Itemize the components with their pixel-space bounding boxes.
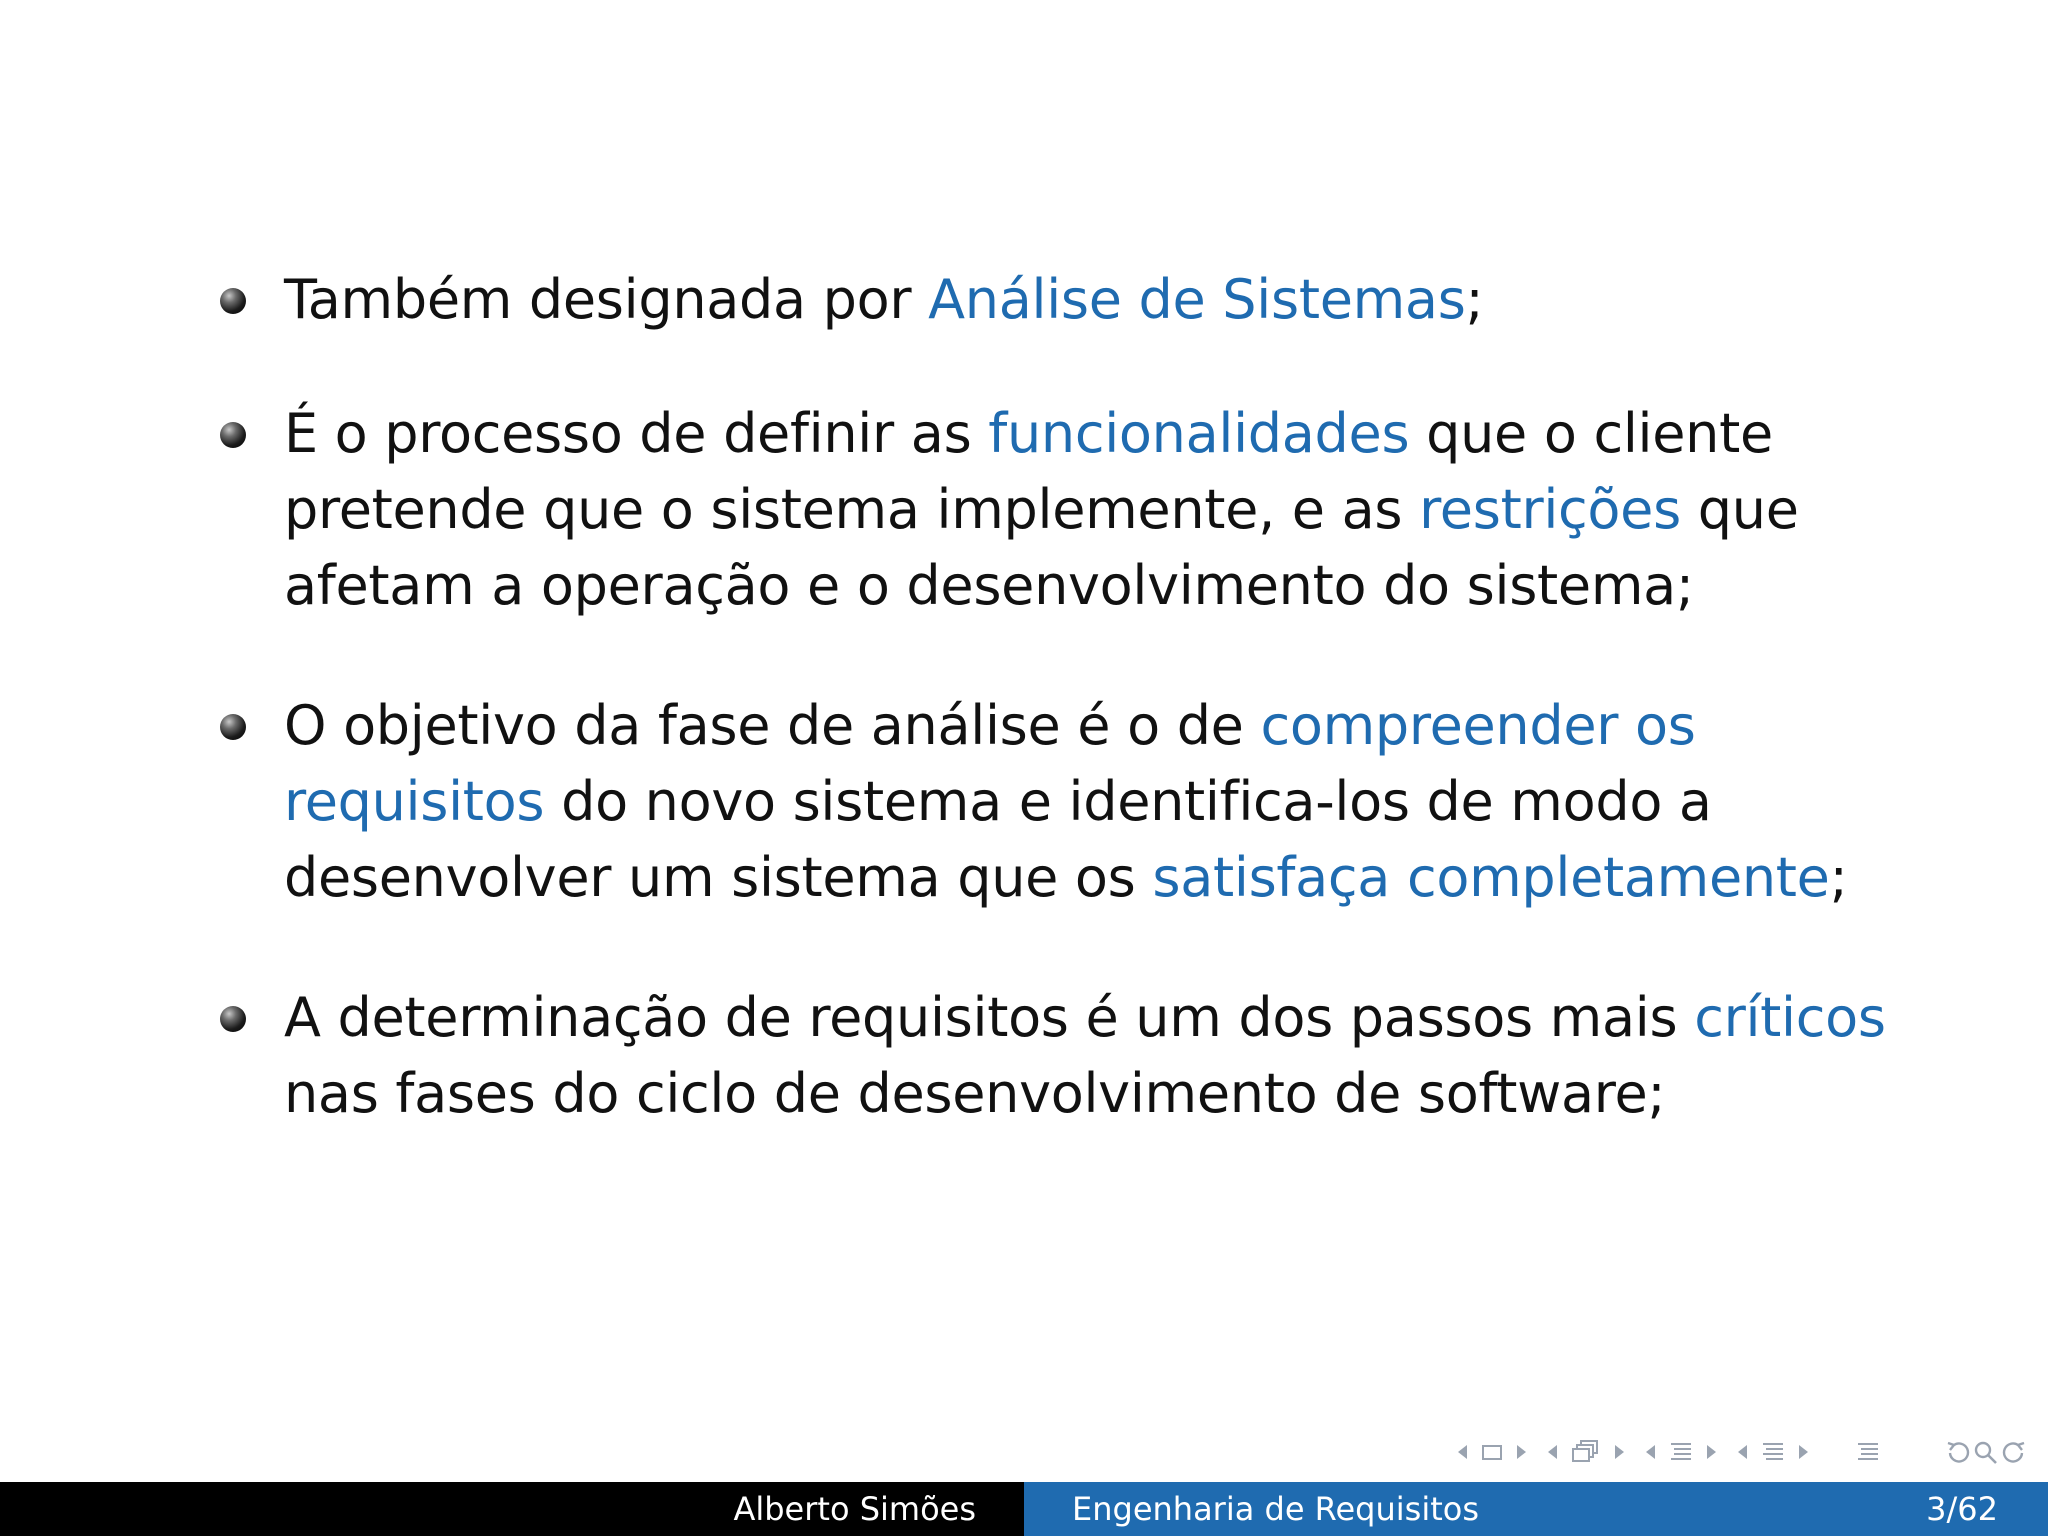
prev-section-icon[interactable] [1646,1445,1655,1459]
bullet-text-segment: que afetam a operação e o desenvolvimento do sistema; [284,478,1799,617]
next-document-icon[interactable] [1799,1445,1808,1459]
highlighted-term: compreender os requisitos [284,694,1696,833]
navigation-bar [1436,1432,2028,1472]
footer-title: Engenharia de Requisitos [1072,1490,1479,1528]
footer-author-block [0,1482,1024,1536]
outline-nav[interactable] [1856,1440,1880,1464]
document-nav-icon[interactable] [1761,1440,1785,1464]
history-nav[interactable] [1944,1439,2028,1465]
frame-nav-icon[interactable] [1481,1443,1503,1461]
section-nav-icon[interactable] [1669,1440,1693,1464]
bullet-text [284,688,1904,916]
highlighted-term: críticos [1694,986,1886,1049]
highlighted-term: restrições [1419,478,1681,541]
bullet-text-segment: A determinação de requisitos é um dos passos mais [284,986,1695,1049]
footer [0,1482,2048,1536]
bullet-text-segment: Também designada por [284,268,929,331]
bullet-text-segment: do novo sistema e identifica-los de modo a desenvolver um sistema que os [284,770,1712,909]
search-icon[interactable] [1972,1439,2000,1465]
back-icon[interactable] [1944,1439,1972,1465]
highlighted-term: Análise de Sistemas [928,268,1466,331]
forward-icon[interactable] [2000,1439,2028,1465]
next-frame-icon[interactable] [1517,1445,1526,1459]
document-nav[interactable] [1738,1440,1808,1464]
prev-subsection-icon[interactable] [1548,1445,1557,1459]
next-subsection-icon[interactable] [1615,1445,1624,1459]
subsection-nav[interactable] [1548,1439,1624,1465]
outline-icon[interactable] [1856,1440,1880,1464]
section-nav[interactable] [1646,1440,1716,1464]
highlighted-term: funcionalidades [988,402,1410,465]
bullet-marker [220,422,246,448]
footer-title-block [1024,1482,2048,1536]
bullet-marker [220,1006,246,1032]
frame-nav[interactable] [1458,1443,1526,1461]
prev-frame-icon[interactable] [1458,1445,1467,1459]
highlighted-term: satisfaça completamente [1152,846,1830,909]
subsection-nav-icon[interactable] [1571,1439,1601,1465]
bullet-text [284,262,1904,338]
bullet-marker [220,714,246,740]
bullet-marker [220,288,246,314]
bullet-text [284,980,1904,1132]
bullet-text-segment: ; [1829,846,1848,909]
bullet-text-segment: O objetivo da fase de análise é o de [284,694,1261,757]
bullet-text [284,396,1904,624]
prev-document-icon[interactable] [1738,1445,1747,1459]
bullet-text-segment: que o cliente pretende que o sistema implemente, e as [284,402,1773,541]
bullet-text-segment: nas fases do ciclo de desenvolvimento de software; [284,1062,1666,1125]
bullet-text-segment: ; [1465,268,1484,331]
footer-author: Alberto Simões [733,1490,976,1528]
next-section-icon[interactable] [1707,1445,1716,1459]
bullet-text-segment: É o processo de definir as [284,402,989,465]
page-number: 3/62 [1926,1490,1998,1528]
